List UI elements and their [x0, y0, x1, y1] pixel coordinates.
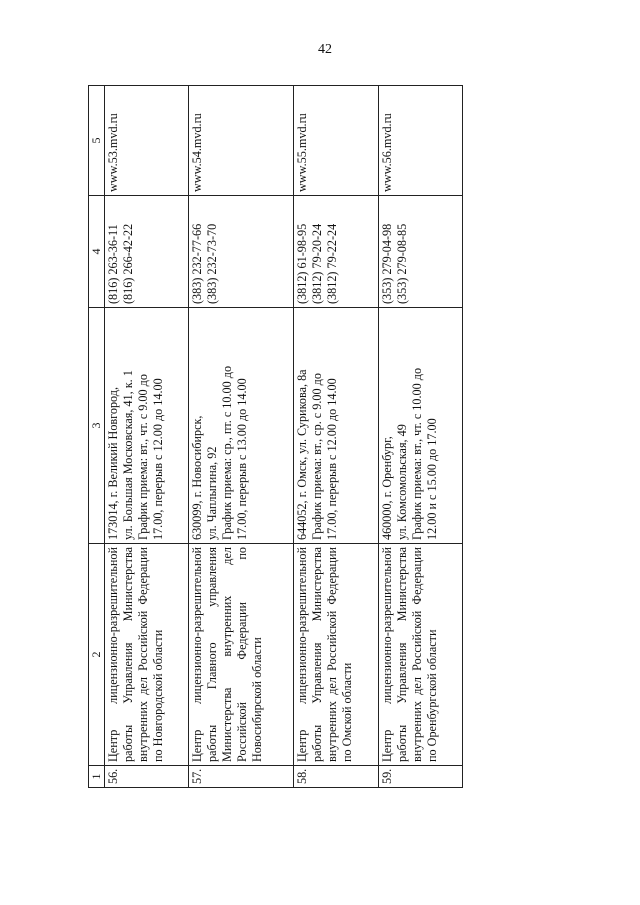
- schedule-line: График приема: вт., чт. с 9.00 до: [136, 374, 150, 540]
- address-line: ул. Чаплыгина, 92: [205, 446, 220, 540]
- center-name: Центр лицензионно-разрешительной работы Управления Министерства внутренних дел Российской Федерации по Оренбургской области: [378, 544, 462, 766]
- phone-numbers: [378, 196, 462, 308]
- address-schedule: [105, 308, 189, 544]
- table-row: [378, 86, 462, 788]
- website: www.54.mvd.ru: [189, 86, 294, 196]
- address-line: 173014, г. Великий Новгород,: [106, 386, 120, 540]
- phone-number: (353) 279-08-85: [394, 223, 409, 304]
- phone-numbers: [294, 196, 378, 308]
- address-line: 460000, г. Оренбург,: [379, 436, 394, 540]
- table-row: [105, 86, 189, 788]
- address-line: 630099, г. Новосибирск,: [190, 415, 205, 540]
- address-schedule: [189, 308, 294, 544]
- page-number: 42: [318, 42, 332, 57]
- row-number: 57.: [189, 766, 294, 788]
- column-header-5: 5: [89, 86, 105, 196]
- center-name: Центр лицензионно-разрешительной работы Управления Министерства внутренних дел Российской Федерации по Новгородской области: [105, 544, 189, 766]
- schedule-line: График приема: вт., чт. с 10.00 до: [409, 367, 424, 540]
- center-name: Центр лицензионно-разрешительной работы Главного управления Министерства внутренних дел Российской Федерации по Новосибирской области: [189, 544, 294, 766]
- schedule-line: 17.00, перерыв с 12.00 до 14.00: [151, 378, 165, 540]
- row-number: 59.: [378, 766, 462, 788]
- table-row: [189, 86, 294, 788]
- phone-numbers: [105, 196, 189, 308]
- column-header-1: 1: [89, 766, 105, 788]
- column-header-3: 3: [89, 308, 105, 544]
- phone-number: (383) 232-73-70: [205, 223, 220, 304]
- row-number: 56.: [105, 766, 189, 788]
- phone-numbers: [189, 196, 294, 308]
- phone-number: (816) 266-42-22: [121, 223, 135, 304]
- website: www.56.mvd.ru: [378, 86, 462, 196]
- schedule-line: 12.00 и с 15.00 до 17.00: [424, 418, 439, 540]
- column-header-4: 4: [89, 196, 105, 308]
- table-header-row: [89, 86, 105, 788]
- address-line: ул. Большая Московская, 41, к. 1: [121, 370, 135, 540]
- center-name: Центр лицензионно-разрешительной работы Управления Министерства внутренних дел Российской Федерации по Омской области: [294, 544, 378, 766]
- address-line: ул. Комсомольская, 49: [394, 424, 409, 540]
- rotated-table-container: [88, 86, 463, 788]
- address-schedule: [294, 308, 378, 544]
- phone-number: (383) 232-77-66: [190, 223, 205, 304]
- address-line: 644052, г. Омск, ул. Сурикова, 8а: [295, 369, 310, 540]
- phone-number: (816) 263-36-11: [106, 224, 120, 304]
- website: www.55.mvd.ru: [294, 86, 378, 196]
- phone-number: (3812) 61-98-95: [295, 223, 310, 304]
- schedule-line: График приема: ср., пт. с 10.00 до: [220, 365, 235, 540]
- table-row: [294, 86, 378, 788]
- row-number: 58.: [294, 766, 378, 788]
- phone-number: (3812) 79-22-24: [325, 223, 340, 304]
- website: www.53.mvd.ru: [105, 86, 189, 196]
- schedule-line: 17.00, перерыв с 13.00 до 14.00: [235, 378, 250, 540]
- phone-number: (3812) 79-20-24: [310, 223, 325, 304]
- schedule-line: 17.00, перерыв с 12.00 до 14.00: [325, 378, 340, 540]
- licensing-centers-table: [88, 85, 463, 788]
- schedule-line: График приема: вт., ср. с 9.00 до: [310, 373, 325, 540]
- address-schedule: [378, 308, 462, 544]
- column-header-2: 2: [89, 544, 105, 766]
- phone-number: (353) 279-04-98: [379, 223, 394, 304]
